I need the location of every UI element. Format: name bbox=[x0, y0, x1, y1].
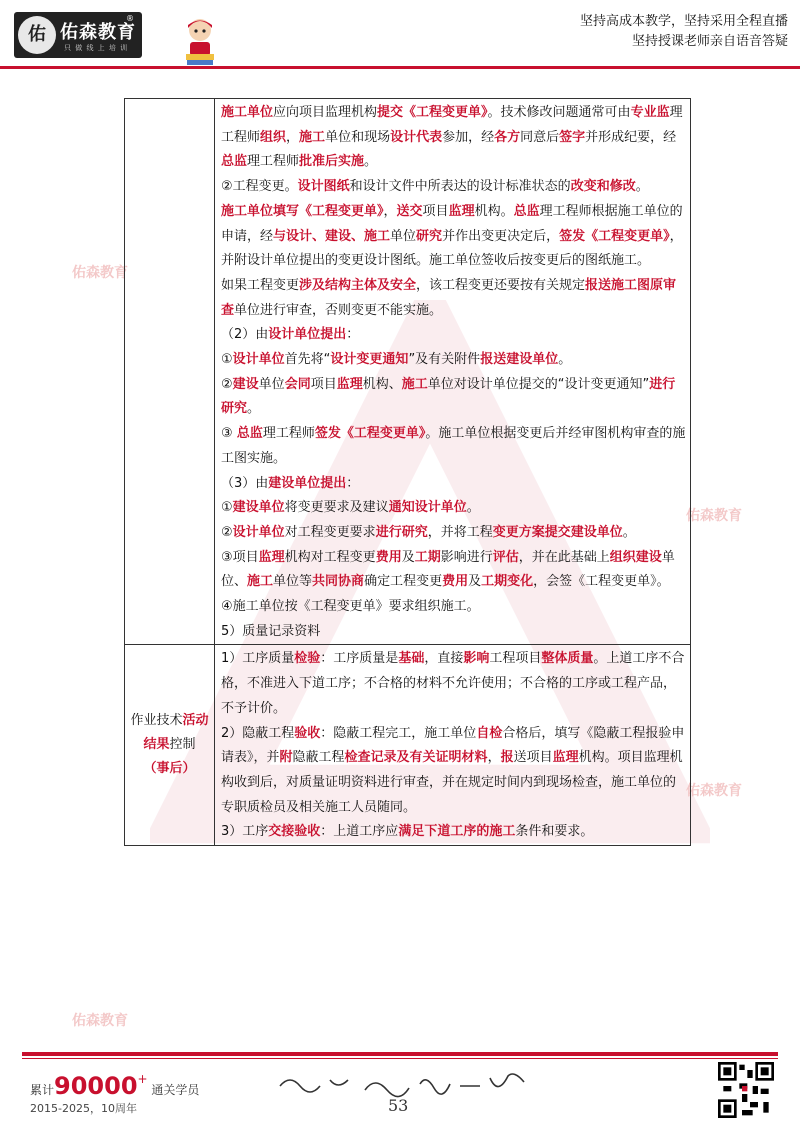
table-row bbox=[125, 99, 691, 645]
header-slogan-2: 坚持授课老师亲自语音答疑 bbox=[631, 34, 788, 49]
watermark-text: 佑森教育 bbox=[72, 1013, 128, 1029]
emphasis-text: 检验 bbox=[294, 651, 321, 667]
body-text: 条件和要求。 bbox=[515, 824, 594, 840]
paragraph bbox=[221, 546, 686, 595]
body-text: 2）隐蔽工程 bbox=[221, 725, 295, 741]
emphasis-text: 报送建设单位 bbox=[480, 352, 559, 368]
body-text: ，该工程变更还要按有关规定 bbox=[416, 277, 586, 293]
paragraph bbox=[221, 620, 686, 645]
logo-mark-icon: 佑 bbox=[18, 16, 56, 54]
body-text: ②工程变更。 bbox=[221, 179, 298, 195]
anniversary-text: 2015-2025，10周年 bbox=[30, 1102, 137, 1115]
body-text: 机构、 bbox=[362, 376, 402, 392]
emphasis-text: 会同 bbox=[284, 376, 311, 392]
table-label-cell bbox=[125, 99, 215, 645]
qr-code-icon bbox=[718, 1062, 774, 1118]
body-text: ： bbox=[346, 475, 360, 491]
body-text: ③项目 bbox=[221, 549, 259, 565]
body-text: ① bbox=[221, 352, 233, 368]
body-text: ：工序质量是 bbox=[320, 651, 399, 667]
emphasis-text: 施工 bbox=[247, 574, 274, 590]
emphasis-text: 建设单位提出 bbox=[268, 475, 347, 491]
emphasis-text: 提交《工程变更单》 bbox=[377, 105, 488, 120]
emphasis-text: 影响 bbox=[463, 651, 490, 667]
body-text: （2）由 bbox=[221, 327, 269, 343]
student-count bbox=[30, 1072, 199, 1100]
watermark-text: 佑森教育 bbox=[686, 508, 742, 524]
emphasis-text: 报 bbox=[500, 750, 514, 766]
logo-slogan: 只 做 线 上 培 训 bbox=[64, 44, 129, 52]
body-text: 参加，经 bbox=[442, 129, 495, 145]
emphasis-text: 建设单位 bbox=[232, 500, 285, 516]
emphasis-text: 监理 bbox=[258, 549, 285, 565]
body-text: 理工程师 bbox=[262, 426, 315, 442]
body-text: 单位进行审查，否则变更不能实施。 bbox=[234, 302, 443, 318]
emphasis-text: 监理 bbox=[336, 376, 363, 392]
body-text: 。上道工序不合格，不准进入下道工序；不合格的材料不允许使用；不合格的工序或工程产品，不予计价。 bbox=[221, 651, 685, 716]
emphasis-text: 设计单位 bbox=[232, 524, 285, 540]
paragraph bbox=[221, 722, 686, 821]
body-text: 。技术修改问题通常可由 bbox=[487, 105, 631, 120]
emphasis-text: 与设计、建设、施工 bbox=[273, 228, 391, 244]
emphasis-text: 送交 bbox=[396, 203, 423, 219]
emphasis-text: 批准后实施 bbox=[299, 154, 365, 170]
body-text: 作业技术 bbox=[130, 713, 183, 729]
emphasis-text: 费用 bbox=[442, 574, 469, 590]
emphasis-text: 签发《工程变更单》 bbox=[559, 228, 670, 244]
emphasis-text: 组织 bbox=[260, 129, 287, 145]
page-header bbox=[0, 0, 800, 70]
emphasis-text: 施工单位 bbox=[221, 105, 274, 120]
emphasis-text: 设计代表 bbox=[390, 129, 443, 145]
body-text: 理工程师 bbox=[221, 105, 683, 145]
body-text: 将变更要求及建议 bbox=[284, 500, 389, 516]
body-text: 和设计文件中所表达的设计标准状态的 bbox=[349, 179, 571, 195]
body-text: ： bbox=[346, 327, 360, 343]
paragraph bbox=[221, 323, 686, 348]
body-text: ，并附设计单位提出的变更设计图纸。施工单位签收后按变更后的图纸施工。 bbox=[221, 228, 683, 269]
body-text: 项目 bbox=[422, 203, 449, 219]
watermark-text: 佑森教育 bbox=[686, 783, 742, 799]
emphasis-text: 评估 bbox=[492, 549, 519, 565]
body-text: ③ bbox=[221, 426, 237, 442]
footer-divider bbox=[22, 1052, 778, 1056]
paragraph bbox=[221, 521, 686, 546]
body-text: 单位和现场 bbox=[325, 129, 391, 145]
body-text: 机构对工程变更 bbox=[284, 549, 376, 565]
mascot-icon bbox=[180, 16, 220, 68]
row-label-text bbox=[125, 709, 214, 757]
emphasis-text: 共同协商 bbox=[312, 574, 365, 590]
emphasis-text: 工期变化 bbox=[481, 574, 534, 590]
emphasis-text: 整体质量 bbox=[541, 651, 594, 667]
body-text: 单位、 bbox=[221, 549, 675, 590]
paragraph bbox=[221, 348, 686, 373]
row-label-phase: （事后） bbox=[143, 761, 196, 777]
body-text: 工程项目 bbox=[489, 651, 542, 667]
emphasis-text: 建设 bbox=[232, 376, 259, 392]
body-text: ：隐蔽工程完工，施工单位 bbox=[320, 725, 477, 741]
body-text: 对工程变更要求 bbox=[284, 524, 376, 540]
paragraph bbox=[221, 472, 686, 497]
body-text: 单位 bbox=[390, 228, 417, 244]
table-label-cell bbox=[125, 645, 215, 846]
body-text: ：上道工序应 bbox=[320, 824, 399, 840]
body-text: 确定工程变更 bbox=[364, 574, 443, 590]
emphasis-text: 施工 bbox=[299, 129, 326, 145]
table-row bbox=[125, 645, 691, 846]
emphasis-text: 附 bbox=[279, 750, 293, 766]
emphasis-text: 费用 bbox=[375, 549, 402, 565]
body-text: ”及有关附件 bbox=[408, 352, 481, 368]
paragraph bbox=[221, 647, 686, 721]
emphasis-text: 改变和修改 bbox=[570, 179, 636, 195]
emphasis-text: 涉及结构主体及安全 bbox=[299, 277, 417, 293]
watermark-text: 佑森教育 bbox=[72, 265, 128, 281]
emphasis-text: 专业监 bbox=[630, 105, 670, 120]
paragraph bbox=[221, 820, 686, 845]
body-text: 。施工单位根据变更后并经审图机构审查的施工图实施。 bbox=[221, 426, 686, 466]
emphasis-text: 满足下道工序的施工 bbox=[398, 824, 516, 840]
emphasis-text: 各方 bbox=[494, 129, 521, 145]
emphasis-text: 签发《工程变更单》 bbox=[314, 426, 426, 442]
emphasis-text: 工期 bbox=[414, 549, 441, 565]
stat-suffix: 通关学员 bbox=[151, 1083, 200, 1097]
company-logo bbox=[14, 12, 142, 58]
body-text: ， bbox=[383, 203, 397, 219]
body-text: 5）质量记录资料 bbox=[221, 623, 321, 639]
body-text: 。 bbox=[364, 154, 378, 170]
body-text: ① bbox=[221, 500, 233, 516]
body-text: ，并将工程 bbox=[427, 524, 493, 540]
emphasis-text: 基础 bbox=[398, 651, 425, 667]
emphasis-text: 监理 bbox=[448, 203, 475, 219]
stat-plus: + bbox=[137, 1072, 148, 1086]
body-text: 及 bbox=[468, 574, 482, 590]
body-text: ② bbox=[221, 524, 233, 540]
body-text: 理工程师根据施工单位的申请，经 bbox=[221, 203, 683, 244]
body-text: 控制 bbox=[169, 737, 196, 753]
emphasis-text: 总监 bbox=[221, 154, 248, 170]
body-text: 同意后 bbox=[520, 129, 560, 145]
paragraph bbox=[221, 200, 686, 274]
emphasis-text: 组织建设 bbox=[609, 549, 662, 565]
content-table bbox=[124, 98, 691, 846]
body-text: 首先将“ bbox=[284, 352, 331, 368]
body-text: 送项目 bbox=[513, 750, 553, 766]
body-text: 理工程师 bbox=[247, 154, 300, 170]
logo-brand-text: 佑森教育 bbox=[60, 22, 136, 43]
emphasis-text: 报送施工图原审查 bbox=[221, 277, 677, 318]
emphasis-text: 总监 bbox=[236, 426, 263, 442]
table-content-cell bbox=[215, 645, 691, 846]
body-text: 。 bbox=[622, 524, 636, 540]
table-content-cell bbox=[215, 99, 691, 645]
emphasis-text: 进行研究 bbox=[375, 524, 428, 540]
body-text: 。 bbox=[247, 401, 261, 417]
header-slogan-1: 坚持高成本教学，坚持采用全程直播 bbox=[579, 14, 788, 29]
body-text: 应向项目监理机构 bbox=[273, 105, 378, 120]
body-text: 项目 bbox=[310, 376, 337, 392]
body-text: 3）工序 bbox=[221, 824, 269, 840]
paragraph bbox=[221, 422, 686, 471]
body-text: 。 bbox=[635, 179, 649, 195]
emphasis-text: 设计单位提出 bbox=[268, 327, 347, 343]
page-number: 53 bbox=[388, 1096, 409, 1115]
body-text: 。 bbox=[558, 352, 572, 368]
paragraph bbox=[221, 274, 686, 323]
paragraph bbox=[221, 595, 686, 620]
body-text: 1）工序质量 bbox=[221, 651, 295, 667]
paragraph bbox=[221, 496, 686, 521]
body-text: 如果工程变更 bbox=[221, 277, 300, 293]
emphasis-text: 变更方案提交建设单位 bbox=[492, 524, 623, 540]
emphasis-text: 监理 bbox=[552, 750, 579, 766]
body-text: 。 bbox=[466, 500, 480, 516]
paragraph bbox=[221, 175, 686, 200]
paragraph bbox=[221, 373, 686, 422]
emphasis-text: 通知设计单位 bbox=[388, 500, 467, 516]
body-text: 合格后，填写《隐蔽工程报验申请表》，并 bbox=[221, 725, 685, 766]
emphasis-text: 验收 bbox=[294, 725, 321, 741]
emphasis-text: 施工 bbox=[401, 376, 428, 392]
emphasis-text: 签字 bbox=[559, 129, 586, 145]
emphasis-text: 自检 bbox=[476, 725, 503, 741]
body-text: 单位等 bbox=[273, 574, 313, 590]
emphasis-text: 进行研究 bbox=[221, 376, 676, 417]
body-text: 机构。 bbox=[474, 203, 514, 219]
body-text: ，会签《工程变更单》。 bbox=[533, 574, 670, 590]
body-text: ④施工单位按《工程变更单》要求组织施工。 bbox=[221, 599, 480, 615]
body-text: ，直接 bbox=[424, 651, 464, 667]
stat-prefix: 累计 bbox=[30, 1083, 55, 1097]
body-text: 并形成纪要，经 bbox=[585, 129, 677, 145]
body-text: ② bbox=[221, 376, 233, 392]
footer-divider-thin bbox=[22, 1058, 778, 1059]
emphasis-text: 施工单位填写《工程变更单》 bbox=[221, 203, 384, 219]
body-text: 及 bbox=[401, 549, 415, 565]
emphasis-text: 设计图纸 bbox=[297, 179, 350, 195]
body-text: 影响进行 bbox=[440, 549, 493, 565]
body-text: ，并在此基础上 bbox=[518, 549, 610, 565]
emphasis-text: 设计单位 bbox=[232, 352, 285, 368]
emphasis-text: 活动结果 bbox=[143, 713, 209, 753]
body-text: ， bbox=[286, 129, 300, 145]
body-text: 单位对设计单位提交的“设计变更通知” bbox=[427, 376, 650, 392]
header-divider bbox=[0, 66, 800, 69]
emphasis-text: 交接验收 bbox=[268, 824, 321, 840]
emphasis-text: 设计变更通知 bbox=[330, 352, 409, 368]
stat-number: 90000 bbox=[54, 1072, 138, 1100]
emphasis-text: 总监 bbox=[513, 203, 540, 219]
emphasis-text: 研究 bbox=[416, 228, 443, 244]
header-slogans bbox=[580, 12, 788, 52]
paragraph bbox=[221, 101, 686, 175]
body-text: 机构。项目监理机构收到后，对质量证明资料进行审查，并在规定时间内到现场检查，施工单位的专职质检员及相关施工人员随同。 bbox=[221, 750, 683, 815]
emphasis-text: 检查记录及有关证明材料 bbox=[344, 750, 488, 766]
body-text: 隐蔽工程 bbox=[292, 750, 345, 766]
body-text: 并作出变更决定后， bbox=[442, 228, 560, 244]
body-text: （3）由 bbox=[221, 475, 269, 491]
logo-registered-mark: ® bbox=[126, 14, 134, 23]
body-text: 单位 bbox=[258, 376, 285, 392]
body-text: ， bbox=[487, 750, 501, 766]
